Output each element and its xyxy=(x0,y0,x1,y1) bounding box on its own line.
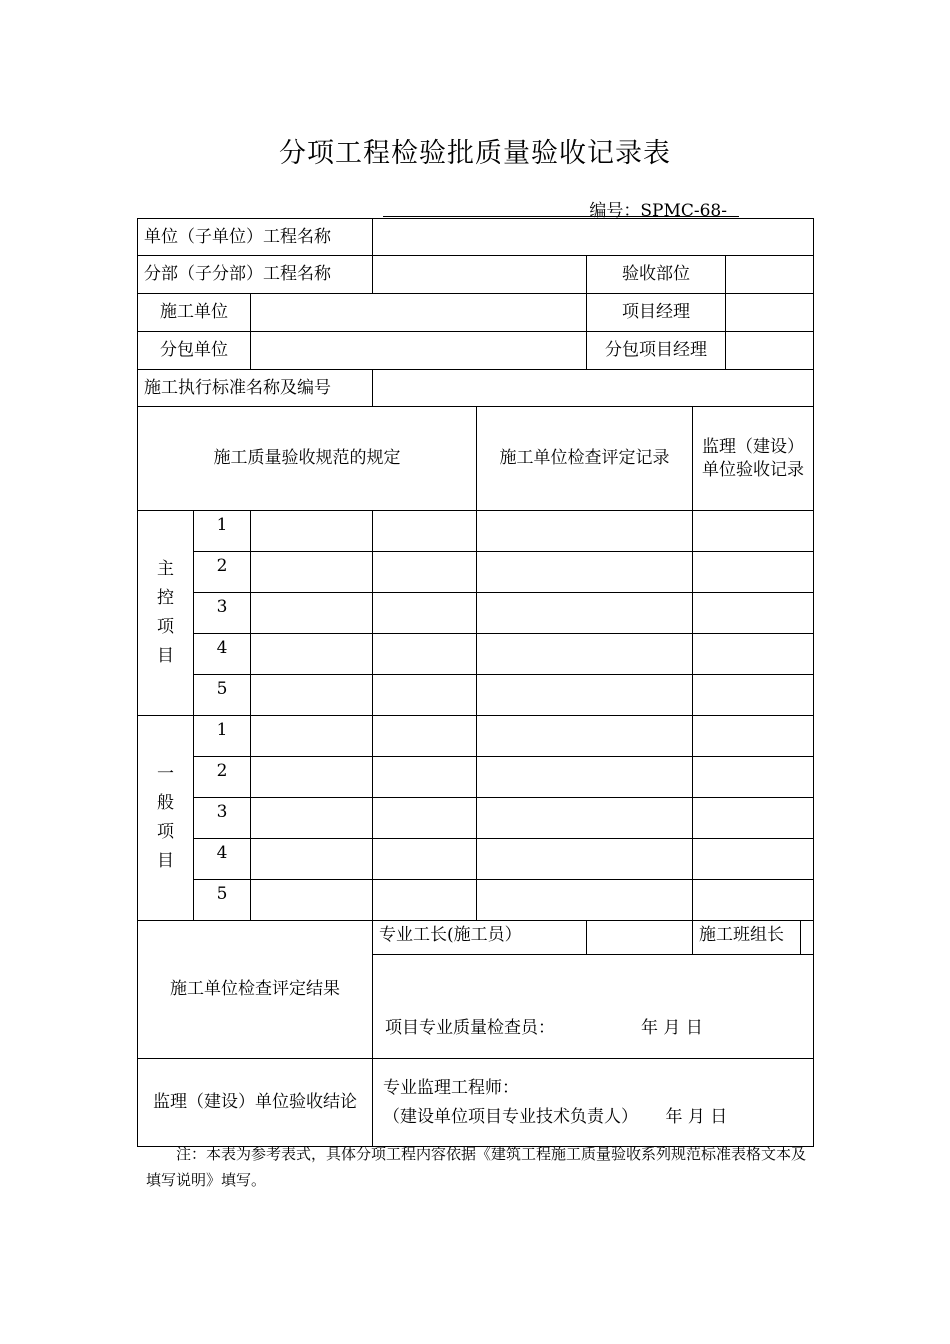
general-item-row xyxy=(138,798,814,839)
main-item-row xyxy=(138,511,814,552)
construction-unit-field[interactable] xyxy=(251,294,587,332)
construction-unit-label: 施工单位 xyxy=(138,294,251,332)
general-item-spec-detail-1[interactable] xyxy=(373,716,477,757)
project-manager-field[interactable] xyxy=(726,294,814,332)
engineer-label: 专业监理工程师： xyxy=(383,1077,520,1098)
main-item-check-2[interactable] xyxy=(477,552,693,593)
main-item-spec-1[interactable] xyxy=(251,511,373,552)
check-record-header: 施工单位检查评定记录 xyxy=(477,407,693,511)
item-number: 4 xyxy=(194,839,251,880)
team-leader-cell xyxy=(693,921,814,955)
supervision-record-header: 监理（建设）单位验收记录 xyxy=(693,407,814,511)
general-item-row xyxy=(138,716,814,757)
row-subcontract-unit xyxy=(138,332,814,370)
owner-rep-label: （建设单位项目专业技术负责人） xyxy=(383,1106,639,1127)
unit-project-name-field[interactable] xyxy=(373,219,814,256)
owner-rep-line xyxy=(383,1103,803,1132)
general-item-spec-detail-5[interactable] xyxy=(373,880,477,921)
acceptance-part-label: 验收部位 xyxy=(587,256,726,294)
general-items-section-label: 一般项目 xyxy=(138,716,194,921)
general-item-supervision-5[interactable] xyxy=(693,880,814,921)
main-item-supervision-4[interactable] xyxy=(693,634,814,675)
general-item-spec-2[interactable] xyxy=(251,757,373,798)
item-number: 3 xyxy=(194,593,251,634)
main-item-spec-detail-5[interactable] xyxy=(373,675,477,716)
main-item-row xyxy=(138,634,814,675)
footnote: 注：本表为参考表式，具体分项工程内容依据《建筑工程施工质量验收系列规范标准表格文本及填写说明》填写。 xyxy=(146,1145,807,1189)
main-item-check-1[interactable] xyxy=(477,511,693,552)
main-item-spec-detail-2[interactable] xyxy=(373,552,477,593)
general-item-spec-5[interactable] xyxy=(251,880,373,921)
general-item-supervision-1[interactable] xyxy=(693,716,814,757)
form-code-field xyxy=(383,196,739,221)
conclusion-date-label: 年 月 日 xyxy=(665,1106,728,1127)
main-item-check-4[interactable] xyxy=(477,634,693,675)
main-item-row xyxy=(138,552,814,593)
form-code-label: 编号：SPMC-68- xyxy=(589,201,727,221)
general-item-check-3[interactable] xyxy=(477,798,693,839)
foreman-signature-field[interactable] xyxy=(587,921,693,955)
main-item-spec-3[interactable] xyxy=(251,593,373,634)
row-construction-unit xyxy=(138,294,814,332)
general-item-spec-4[interactable] xyxy=(251,839,373,880)
standard-name-label: 施工执行标准名称及编号 xyxy=(138,370,373,407)
item-number: 1 xyxy=(194,511,251,552)
main-item-spec-5[interactable] xyxy=(251,675,373,716)
main-item-spec-detail-1[interactable] xyxy=(373,511,477,552)
item-number: 2 xyxy=(194,552,251,593)
row-standard xyxy=(138,370,814,407)
general-item-spec-detail-4[interactable] xyxy=(373,839,477,880)
foreman-label: 专业工长(施工员） xyxy=(373,921,587,955)
item-number: 5 xyxy=(194,675,251,716)
subcontract-unit-label: 分包单位 xyxy=(138,332,251,370)
team-leader-subtable xyxy=(693,921,813,954)
general-item-supervision-2[interactable] xyxy=(693,757,814,798)
item-number: 4 xyxy=(194,634,251,675)
row-column-headers xyxy=(138,407,814,511)
general-item-spec-detail-2[interactable] xyxy=(373,757,477,798)
main-item-row xyxy=(138,593,814,634)
general-item-check-1[interactable] xyxy=(477,716,693,757)
row-result-signers xyxy=(138,921,814,955)
row-conclusion xyxy=(138,1059,814,1147)
main-item-spec-2[interactable] xyxy=(251,552,373,593)
inspector-cell[interactable] xyxy=(373,955,814,1059)
main-item-check-5[interactable] xyxy=(477,675,693,716)
subcontract-manager-field[interactable] xyxy=(726,332,814,370)
main-item-supervision-2[interactable] xyxy=(693,552,814,593)
item-number: 1 xyxy=(194,716,251,757)
check-result-label: 施工单位检查评定结果 xyxy=(138,921,373,1059)
unit-project-name-label: 单位（子单位）工程名称 xyxy=(138,219,373,256)
row-sub-project xyxy=(138,256,814,294)
conclusion-label: 监理（建设）单位验收结论 xyxy=(138,1059,373,1147)
general-item-row xyxy=(138,880,814,921)
conclusion-cell[interactable] xyxy=(373,1059,814,1147)
subcontract-unit-field[interactable] xyxy=(251,332,587,370)
item-number: 5 xyxy=(194,880,251,921)
main-item-check-3[interactable] xyxy=(477,593,693,634)
general-item-check-4[interactable] xyxy=(477,839,693,880)
acceptance-part-field[interactable] xyxy=(726,256,814,294)
general-item-spec-detail-3[interactable] xyxy=(373,798,477,839)
main-items-section-label: 主控项目 xyxy=(138,511,194,716)
project-manager-label: 项目经理 xyxy=(587,294,726,332)
general-item-row xyxy=(138,839,814,880)
sub-project-name-field[interactable] xyxy=(373,256,587,294)
general-item-supervision-4[interactable] xyxy=(693,839,814,880)
subcontract-manager-label: 分包项目经理 xyxy=(587,332,726,370)
team-leader-signature-field[interactable] xyxy=(801,921,814,954)
main-item-spec-detail-3[interactable] xyxy=(373,593,477,634)
general-item-row xyxy=(138,757,814,798)
main-item-spec-detail-4[interactable] xyxy=(373,634,477,675)
team-leader-label: 施工班组长 xyxy=(693,921,801,954)
row-unit-project xyxy=(138,219,814,256)
main-item-supervision-3[interactable] xyxy=(693,593,814,634)
main-item-row xyxy=(138,675,814,716)
sub-project-name-label: 分部（子分部）工程名称 xyxy=(138,256,373,294)
general-item-check-5[interactable] xyxy=(477,880,693,921)
general-item-spec-1[interactable] xyxy=(251,716,373,757)
item-number: 3 xyxy=(194,798,251,839)
inspector-date-label: 年 月 日 xyxy=(641,1018,703,1038)
item-number: 2 xyxy=(194,757,251,798)
spec-header: 施工质量验收规范的规定 xyxy=(138,407,477,511)
general-item-check-2[interactable] xyxy=(477,757,693,798)
page-title: 分项工程检验批质量验收记录表 xyxy=(279,138,671,169)
main-item-supervision-1[interactable] xyxy=(693,511,814,552)
general-item-spec-3[interactable] xyxy=(251,798,373,839)
main-item-supervision-5[interactable] xyxy=(693,675,814,716)
inspection-form-table xyxy=(137,218,814,1147)
main-item-spec-4[interactable] xyxy=(251,634,373,675)
general-item-supervision-3[interactable] xyxy=(693,798,814,839)
standard-name-field[interactable] xyxy=(373,370,814,407)
inspector-label: 项目专业质量检查员： xyxy=(385,1018,556,1038)
